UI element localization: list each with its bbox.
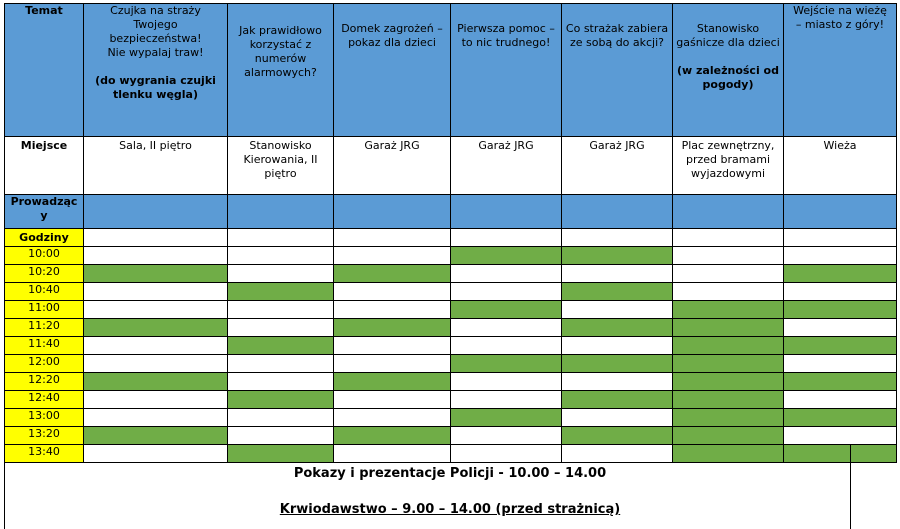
slot-active [451,355,562,373]
topic-line: (do wygrania czujki [95,74,216,87]
time-slot-row [5,247,897,265]
slot-free [784,247,897,265]
slot-active [562,355,673,373]
topic-line: ze sobą do akcji? [569,36,665,49]
time-label: 13:40 [5,445,84,463]
place-cell [84,137,228,195]
topic-cell [673,4,784,137]
slot-active [451,409,562,427]
slot-free [228,427,334,445]
place-cell [334,137,451,195]
slot-free [562,445,673,463]
slot-active [228,391,334,409]
slot-active [562,283,673,301]
slot-free [562,301,673,319]
leader-row [5,195,897,229]
time-label: 11:40 [5,337,84,355]
slot-free [228,265,334,283]
time-label: 12:40 [5,391,84,409]
empty-cell [451,229,562,247]
time-slot-row [5,265,897,283]
time-label: 12:00 [5,355,84,373]
place-text: Stanowisko Kierowania, II piętro [243,139,318,180]
slot-free [451,445,562,463]
place-cell [784,137,897,195]
slot-active [84,373,228,391]
empty-cell [84,229,228,247]
slot-active [451,247,562,265]
topic-line: alarmowych? [244,66,317,79]
slot-active [673,319,784,337]
leader-cell [334,195,451,229]
empty-cell [673,229,784,247]
time-slot-row [5,319,897,337]
slot-free [562,409,673,427]
slot-free [334,355,451,373]
place-text: Wieża [823,139,857,152]
slot-active [673,355,784,373]
slot-free [334,301,451,319]
topic-line: Czujka na straży [110,4,201,17]
slot-free [673,265,784,283]
slot-active [562,391,673,409]
place-text: Garaż JRG [478,139,534,152]
topic-line: Wejście na wieżę [793,4,887,17]
time-slot-row [5,283,897,301]
topic-line: numerów [254,52,307,65]
slot-free [673,283,784,301]
place-row [5,137,897,195]
time-slot-row [5,355,897,373]
leader-cell [562,195,673,229]
slot-free [228,373,334,391]
slot-active [84,427,228,445]
leader-cell [228,195,334,229]
slot-active [673,391,784,409]
slot-free [84,355,228,373]
topic-line [84,60,227,74]
slot-free [451,391,562,409]
slot-free [84,301,228,319]
place-text: Garaż JRG [364,139,420,152]
slot-free [451,373,562,391]
slot-active [334,427,451,445]
time-label: 10:40 [5,283,84,301]
topic-line [673,50,783,64]
slot-free [84,391,228,409]
empty-cell [784,229,897,247]
schedule-table [4,3,897,463]
time-label: 13:20 [5,427,84,445]
slot-free [451,265,562,283]
time-slot-row [5,301,897,319]
slot-free [451,319,562,337]
slot-active [673,337,784,355]
slot-free [334,409,451,427]
slot-active [334,319,451,337]
slot-active [784,301,897,319]
slot-active [334,373,451,391]
blood-donation-info: Krwiodawstwo – 9.00 – 14.00 (przed strażnicą) [279,502,621,517]
place-cell [228,137,334,195]
topic-line: (w zależności od [677,64,779,77]
slot-free [228,355,334,373]
topic-line: Twojego [133,18,178,31]
topic-line: korzystać z [249,38,312,51]
slot-free [84,337,228,355]
place-row-label: Miejsce [5,137,84,195]
slot-active [784,373,897,391]
slot-free [228,409,334,427]
slot-active [784,409,897,427]
topic-cell [562,4,673,137]
slot-active [673,373,784,391]
slot-active [228,283,334,301]
slot-free [673,247,784,265]
place-text: Plac zewnętrzny, przed bramami wyjazdowymi [681,139,775,180]
leader-cell [673,195,784,229]
hours-header-row [5,229,897,247]
slot-active [228,445,334,463]
slot-free [784,355,897,373]
time-slot-row [5,391,897,409]
slot-free [228,319,334,337]
slot-free [784,391,897,409]
time-label: 10:20 [5,265,84,283]
slot-active [562,319,673,337]
slot-free [334,337,451,355]
slot-active [784,337,897,355]
leader-label-text: Prowadzący [10,195,78,222]
place-cell [673,137,784,195]
slot-active [673,445,784,463]
slot-free [228,247,334,265]
topic-line: Co strażak zabiera [565,22,669,35]
topic-line: pokaz dla dzieci [348,36,436,49]
topic-row [5,4,897,137]
slot-active [673,409,784,427]
place-cell [562,137,673,195]
time-slot-row [5,427,897,445]
time-slot-row [5,337,897,355]
leader-cell [451,195,562,229]
time-label: 11:20 [5,319,84,337]
time-label: 12:20 [5,373,84,391]
slot-free [562,373,673,391]
topic-line: Nie wypalaj traw! [107,46,204,59]
slot-free [451,337,562,355]
slot-free [334,283,451,301]
slot-active [451,301,562,319]
slot-free [784,427,897,445]
slot-active [562,427,673,445]
topic-line: Stanowisko [696,22,760,35]
slot-free [451,427,562,445]
topic-line: gaśnicze dla dzieci [676,36,780,49]
topic-line: – miasto z góry! [795,18,885,31]
leader-cell [84,195,228,229]
slot-active [673,427,784,445]
place-text: Sala, II piętro [119,139,192,152]
place-cell [451,137,562,195]
empty-cell [562,229,673,247]
topic-line: Jak prawidłowo [239,24,322,37]
topic-cell [228,4,334,137]
leader-cell [784,195,897,229]
slot-free [84,247,228,265]
time-label: 13:00 [5,409,84,427]
slot-active [784,445,897,463]
slot-active [228,337,334,355]
slot-active [673,301,784,319]
place-text: Garaż JRG [589,139,645,152]
hours-row-label: Godziny [5,229,84,247]
topic-line: Pierwsza pomoc – [457,22,555,35]
topic-cell [784,4,897,137]
slot-active [84,265,228,283]
time-label: 10:00 [5,247,84,265]
slot-active [84,319,228,337]
slot-free [228,301,334,319]
empty-cell [334,229,451,247]
leader-row-label [5,195,84,229]
topic-cell [84,4,228,137]
topic-line: tlenku węgla) [112,88,198,101]
slot-free [784,319,897,337]
slot-free [84,445,228,463]
topic-cell [451,4,562,137]
slot-free [334,247,451,265]
slot-active [784,265,897,283]
topic-line: bezpieczeństwa! [109,32,202,45]
topic-cell [334,4,451,137]
police-demo-info: Pokazy i prezentacje Policji - 10.00 – 14.00 [293,466,607,481]
slot-free [562,265,673,283]
topic-line: to nic trudnego! [461,36,551,49]
topic-line: pogody) [702,78,754,91]
slot-free [562,337,673,355]
topic-row-label: Temat [5,4,84,137]
slot-free [84,409,228,427]
slot-free [334,445,451,463]
time-slot-row [5,445,897,463]
time-label: 11:00 [5,301,84,319]
time-slot-row [5,409,897,427]
slot-active [562,247,673,265]
empty-cell [228,229,334,247]
topic-line: Domek zagrożeń – [341,22,443,35]
slot-free [784,283,897,301]
slot-free [334,391,451,409]
slot-active [334,265,451,283]
slot-free [84,283,228,301]
slot-free [451,283,562,301]
time-slot-row [5,373,897,391]
